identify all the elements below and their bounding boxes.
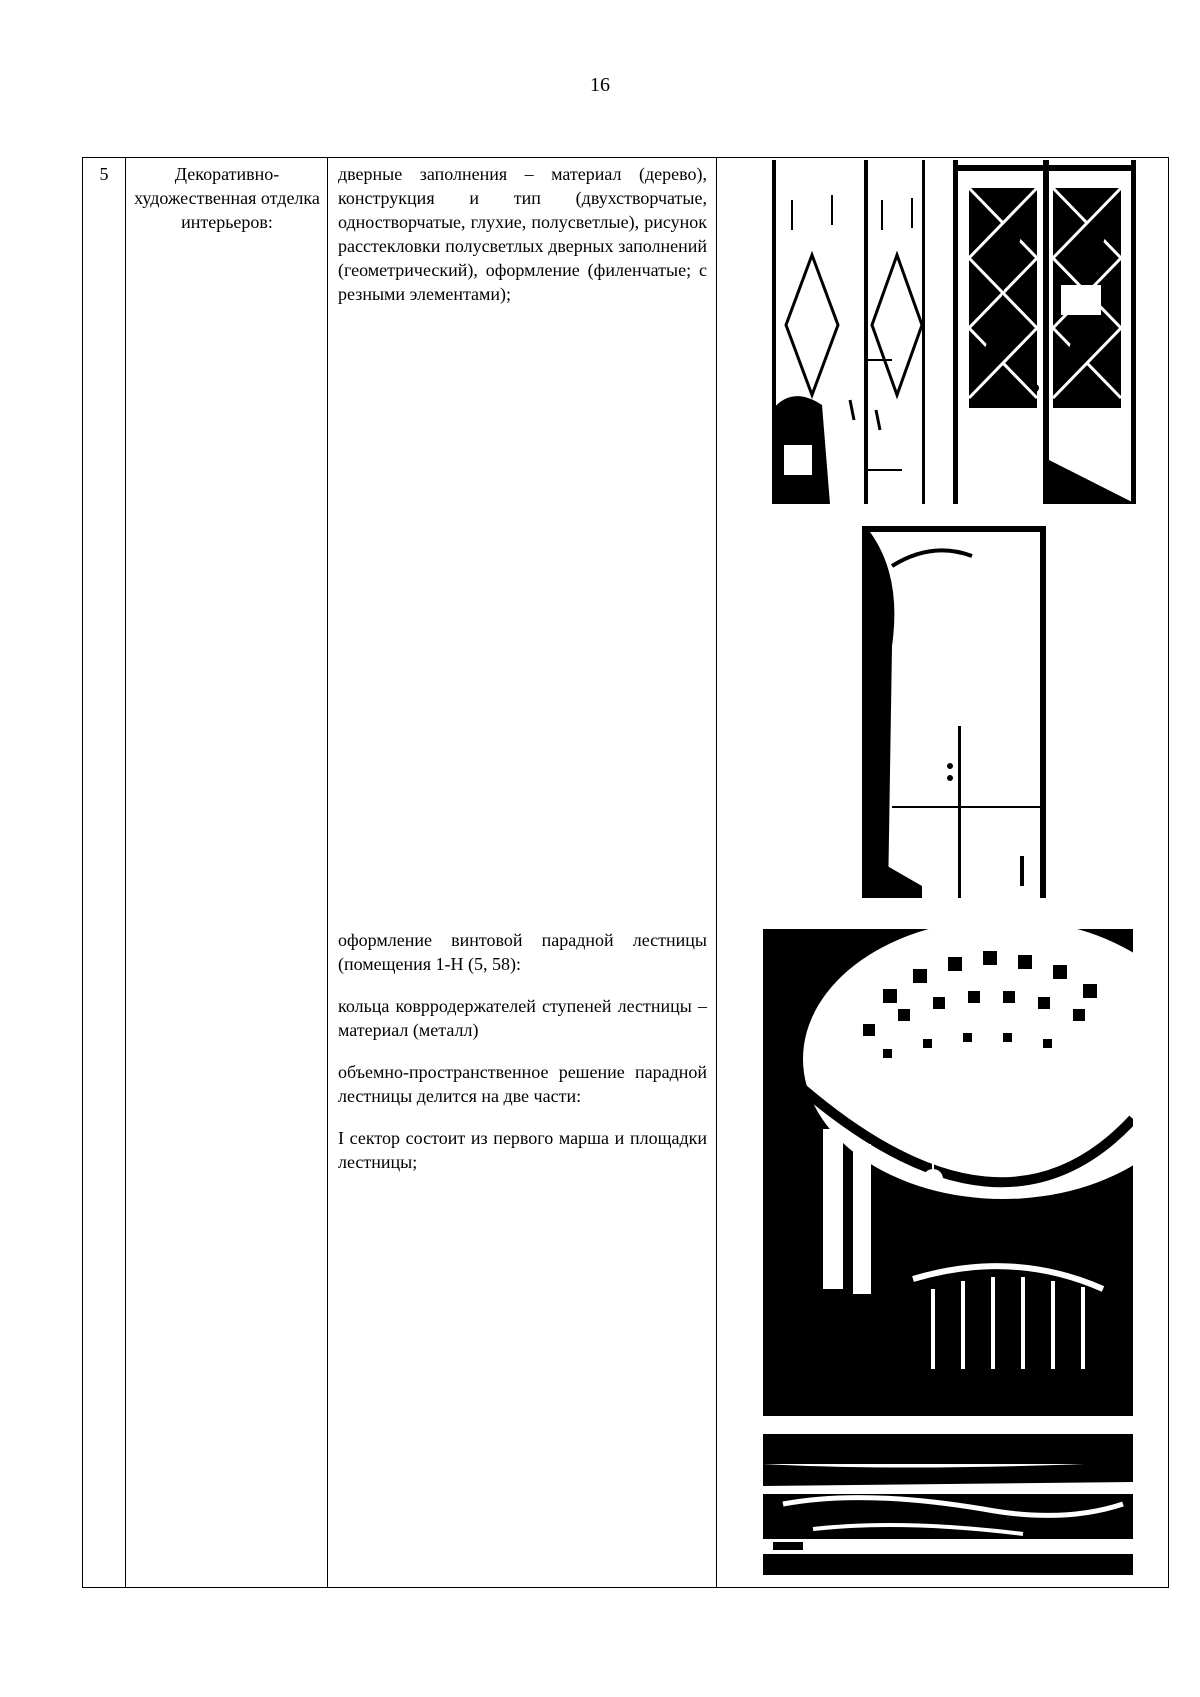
paragraph: объемно-пространственное решение парадной лестницы делится на две части: — [338, 1062, 707, 1106]
heritage-table — [82, 157, 1169, 1588]
row-number: 5 — [99, 164, 109, 184]
door-description — [338, 162, 707, 324]
column-divider — [716, 158, 717, 1587]
staircase-dome-photo — [763, 929, 1133, 1416]
single-door-photo — [862, 526, 1046, 898]
column-divider — [125, 158, 126, 1587]
stair-step-photo — [763, 1434, 1133, 1575]
paragraph: кольца коврродержателей ступеней лестницы – материал (металл) — [338, 996, 707, 1040]
page-number: 16 — [590, 74, 610, 96]
row-title: Декоративно-художественная отделка интерьеров: — [134, 164, 320, 232]
paragraph: оформление винтовой парадной лестницы (помещения 1-Н (5, 58): — [338, 930, 707, 974]
column-divider — [327, 158, 328, 1587]
door-panels-photo — [772, 160, 955, 504]
paragraph: I сектор состоит из первого марша и площадки лестницы; — [338, 1128, 707, 1172]
staircase-description — [338, 928, 707, 1192]
glazed-door-photo — [953, 160, 1136, 504]
paragraph: дверные заполнения – материал (дерево), конструкция и тип (двухстворчатые, одностворчатые, глухие, полусветлые), рисунок расстекловки полусветлых дверных заполнений (геометрический), оформление (филенчатые; с резными элементами); — [338, 164, 707, 304]
